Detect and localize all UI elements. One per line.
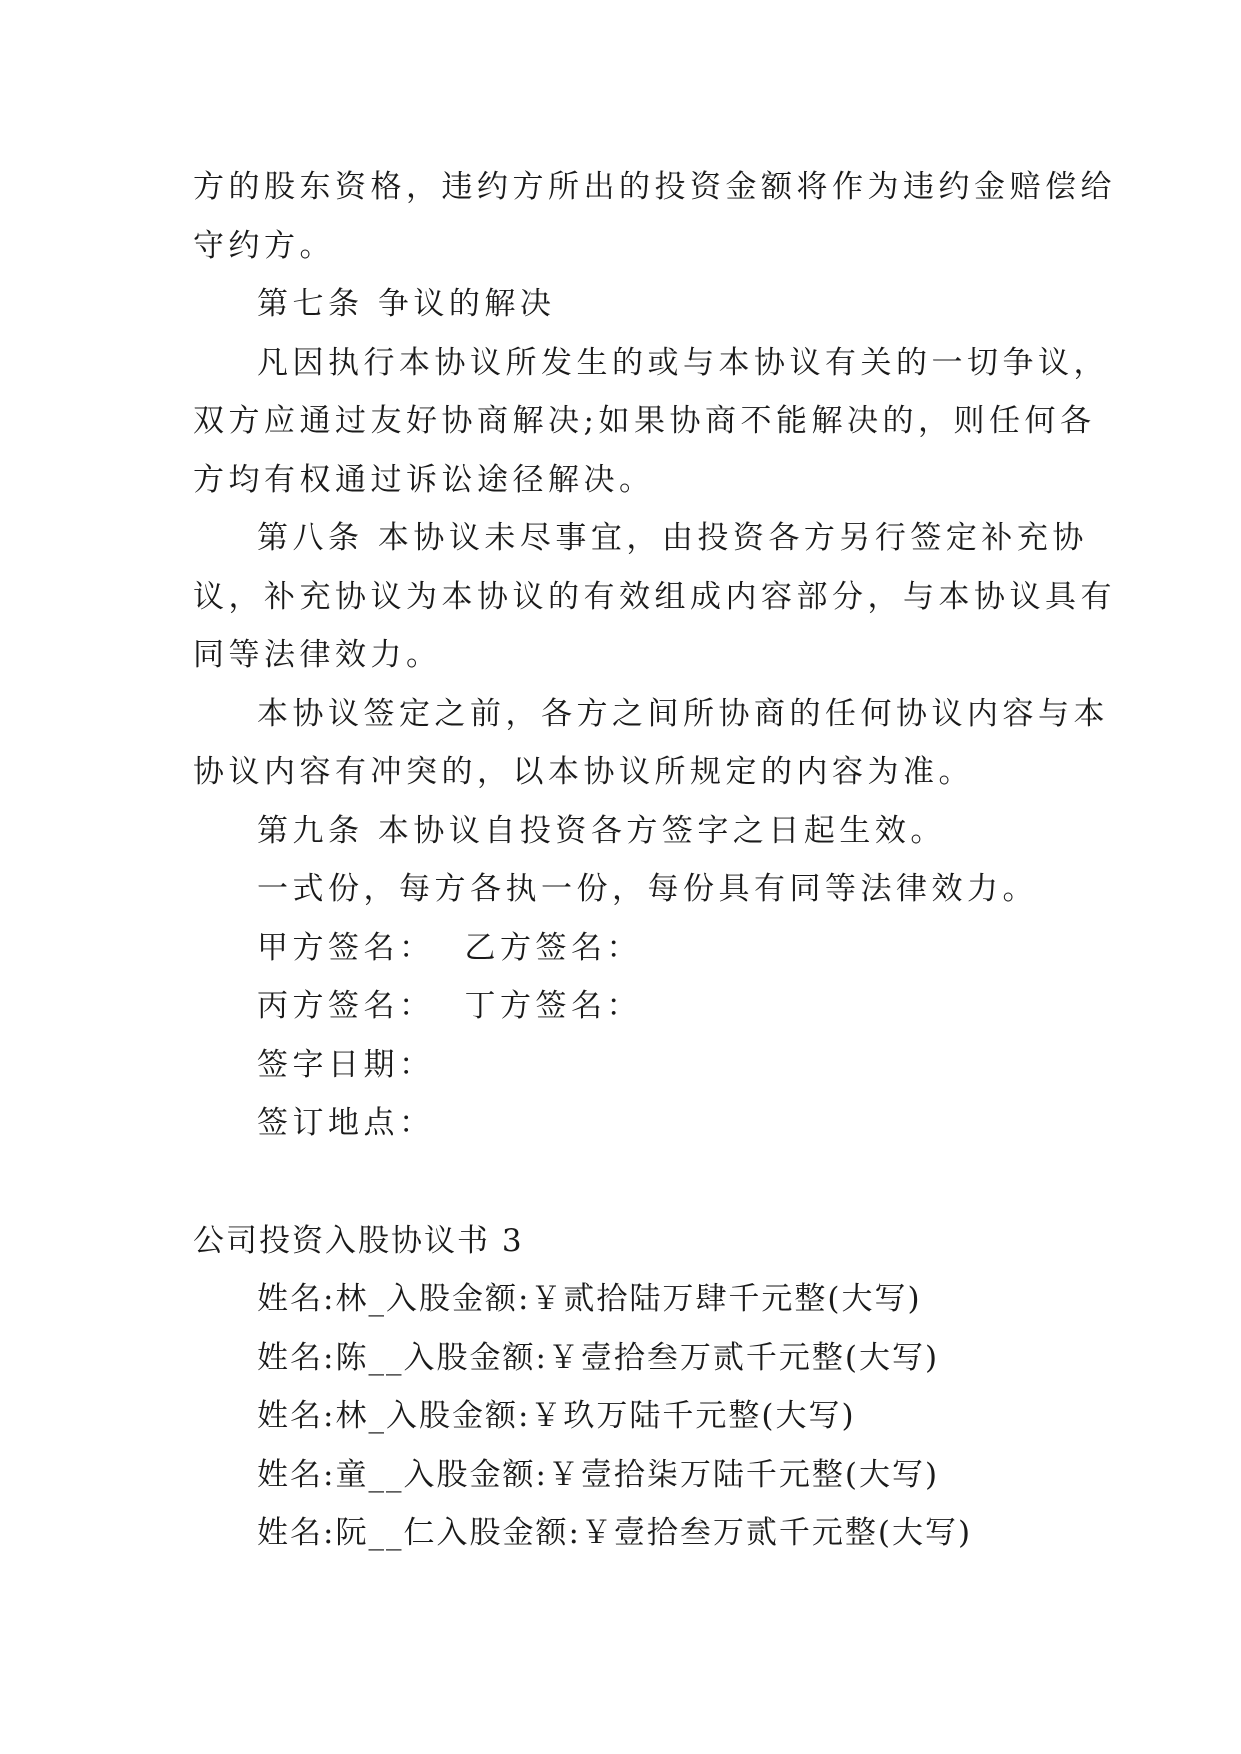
paragraph-line: 议，补充协议为本协议的有效组成内容部分，与本协议具有: [193, 578, 1116, 615]
paragraph-line: 本协议签定之前，各方之间所协商的任何协议内容与本: [257, 695, 1109, 732]
agreement-clauses: [193, 158, 1116, 919]
section-title: 公司投资入股协议书 3: [193, 1222, 524, 1259]
paragraph-line: 凡因执行本协议所发生的或与本协议有关的一切争议，: [257, 344, 1109, 381]
shareholder-entry: 姓名:林_入股金额:￥玖万陆千元整(大写): [257, 1398, 856, 1434]
party-d-signature-label: 丁方签名：: [464, 988, 642, 1024]
shareholder-list: [193, 1270, 1073, 1563]
signature-row-ab: [193, 919, 1073, 978]
paragraph-line: 一式份，每方各执一份，每份具有同等法律效力。: [257, 871, 1038, 907]
paragraph-line: 守约方。: [193, 227, 335, 264]
shareholder-entry: 姓名:林_入股金额:￥贰拾陆万肆千元整(大写): [257, 1281, 922, 1317]
paragraph-line: 方的股东资格，违约方所出的投资金额将作为违约金赔偿给: [193, 169, 1116, 205]
party-c-signature-label: 丙方签名：: [257, 988, 435, 1024]
paragraph-line: 双方应通过友好协商解决;如果协商不能解决的，则任何各: [193, 403, 1096, 439]
document-body: [193, 158, 1116, 1563]
paragraph-line: 第九条 本协议自投资各方签字之日起生效。: [257, 812, 946, 849]
paragraph-line: 第七条 争议的解决: [257, 286, 556, 322]
shareholder-entry: 姓名:陈__入股金额:￥壹拾叁万贰千元整(大写): [257, 1339, 940, 1376]
section-spacer: [193, 1153, 1073, 1212]
sign-place-label: 签订地点：: [257, 1105, 435, 1141]
sign-date-label: 签字日期：: [257, 1046, 435, 1083]
shareholder-entry: 姓名:阮__仁入股金额:￥壹拾叁万贰千元整(大写): [257, 1515, 973, 1551]
party-a-signature-label: 甲方签名：: [257, 929, 435, 966]
shareholder-entry: 姓名:童__入股金额:￥壹拾柒万陆千元整(大写): [257, 1456, 940, 1493]
paragraph-line: 第八条 本协议未尽事宜，由投资各方另行签定补充协: [257, 520, 1088, 556]
paragraph-line: 同等法律效力。: [193, 637, 442, 673]
paragraph-line: 方均有权通过诉讼途径解决。: [193, 461, 655, 498]
paragraph-line: 协议内容有冲突的，以本协议所规定的内容为准。: [193, 754, 974, 790]
signature-row-cd: [193, 977, 1073, 1036]
party-b-signature-label: 乙方签名：: [464, 929, 642, 966]
